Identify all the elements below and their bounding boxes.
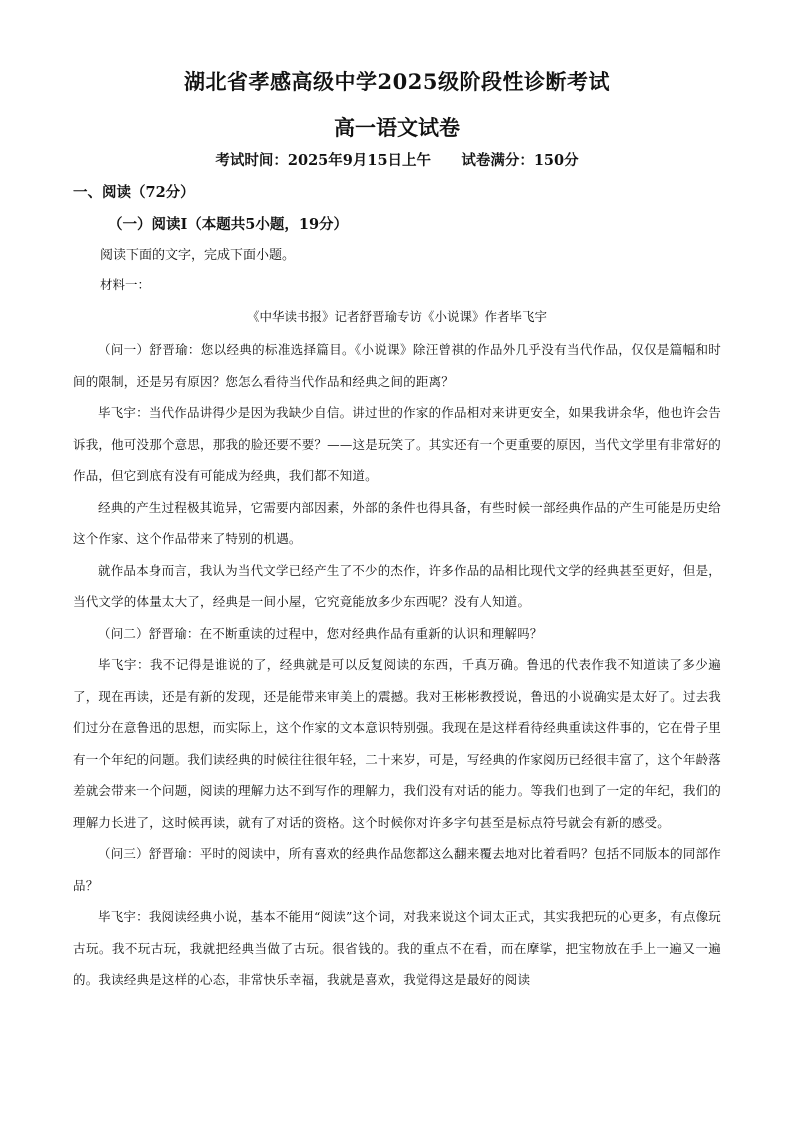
section-heading: 一、阅读（72分） <box>73 184 195 201</box>
school-exam-title: 湖北省孝感高级中学2025级阶段性诊断考试 <box>184 69 610 94</box>
paragraph-answer-1b: 经典的产生过程极其诡异，它需要内部因素，外部的条件也得具备，有些时候一部经典作品的产生可能是历史给这个作家、这个作品带来了特别的机遇。 <box>73 499 721 546</box>
paragraph-question-2: （问二）舒晋瑜：在不断重读的过程中，您对经典作品有重新的认识和理解吗？ <box>98 625 543 641</box>
subsection-heading: （一）阅读Ⅰ（本题共5小题，19分） <box>108 216 349 233</box>
paragraph-answer-1c: 就作品本身而言，我认为当代文学已经产生了不少的杰作，许多作品的品相比现代文学的经典甚至更好，但是，当代文学的体量太大了，经典是一间小屋，它究竟能放多少东西呢？没有人知道。 <box>73 562 721 609</box>
paragraph-answer-1a: 毕飞宇：当代作品讲得少是因为我缺少自信。讲过世的作家的作品相对来讲更安全，如果我讲余华，他也许会告诉我，他可没那个意思，那我的脸还要不要？——这是玩笑了。其实还有一个更重要的原因，当代文学里有非常好的作品，但它到底有没有可能成为经典，我们都不知道。 <box>73 405 721 483</box>
exam-info-line: 考试时间：2025年9月15日上午 试卷满分：150分 <box>215 152 579 169</box>
paragraph-question-3: （问三）舒晋瑜：平时的阅读中，所有喜欢的经典作品您都这么翻来覆去地对比着看吗？包括不同版本的同部作品？ <box>73 846 721 893</box>
paragraph-answer-2: 毕飞宇：我不记得是谁说的了，经典就是可以反复阅读的东西，千真万确。鲁迅的代表作我不知道读了多少遍了，现在再读，还是有新的发现，还是能带来审美上的震撼。我对王彬彬教授说，鲁迅的小说确实是太好了。过去我们过分在意鲁迅的思想，而实际上，这个作家的文本意识特别强。我现在是这样看待经典重读这件事的，它在骨子里有一个年纪的问题。我们读经典的时候往往很年轻，二十来岁，可是，写经典的作家阅历已经很丰富了，这个年龄落差就会带来一个问题，阅读的理解力达不到写作的理解力，我们没有对话的能力。等我们也到了一定的年纪，我们的理解力长进了，这时候再读，就有了对话的资格。这个时候你对许多字句甚至是标点符号就会有新的感受。 <box>73 657 721 830</box>
article-title: 《中华读书报》记者舒晋瑜专访《小说课》作者毕飞宇 <box>246 309 547 324</box>
paragraph-answer-3: 毕飞宇：我阅读经典小说，基本不能用“阅读”这个词，对我来说这个词太正式，其实我把玩的心更多，有点像玩古玩。我不玩古玩，我就把经典当做了古玩。很省钱的。我的重点不在看，而在摩挲，把宝物放在手上一遍又一遍的。我读经典是这样的心态，非常快乐幸福，我就是喜欢，我觉得这是最好的阅读 <box>73 909 721 987</box>
paper-title: 高一语文试卷 <box>334 115 460 140</box>
material-label: 材料一： <box>100 277 151 292</box>
paragraph-question-1: （问一）舒晋瑜：您以经典的标准选择篇目。《小说课》除汪曾祺的作品外几乎没有当代作品，仅仅是篇幅和时间的限制，还是另有原因？您怎么看待当代作品和经典之间的距离？ <box>73 342 721 389</box>
article-body <box>73 334 721 996</box>
reading-instruction: 阅读下面的文字，完成下面小题。 <box>100 248 296 263</box>
